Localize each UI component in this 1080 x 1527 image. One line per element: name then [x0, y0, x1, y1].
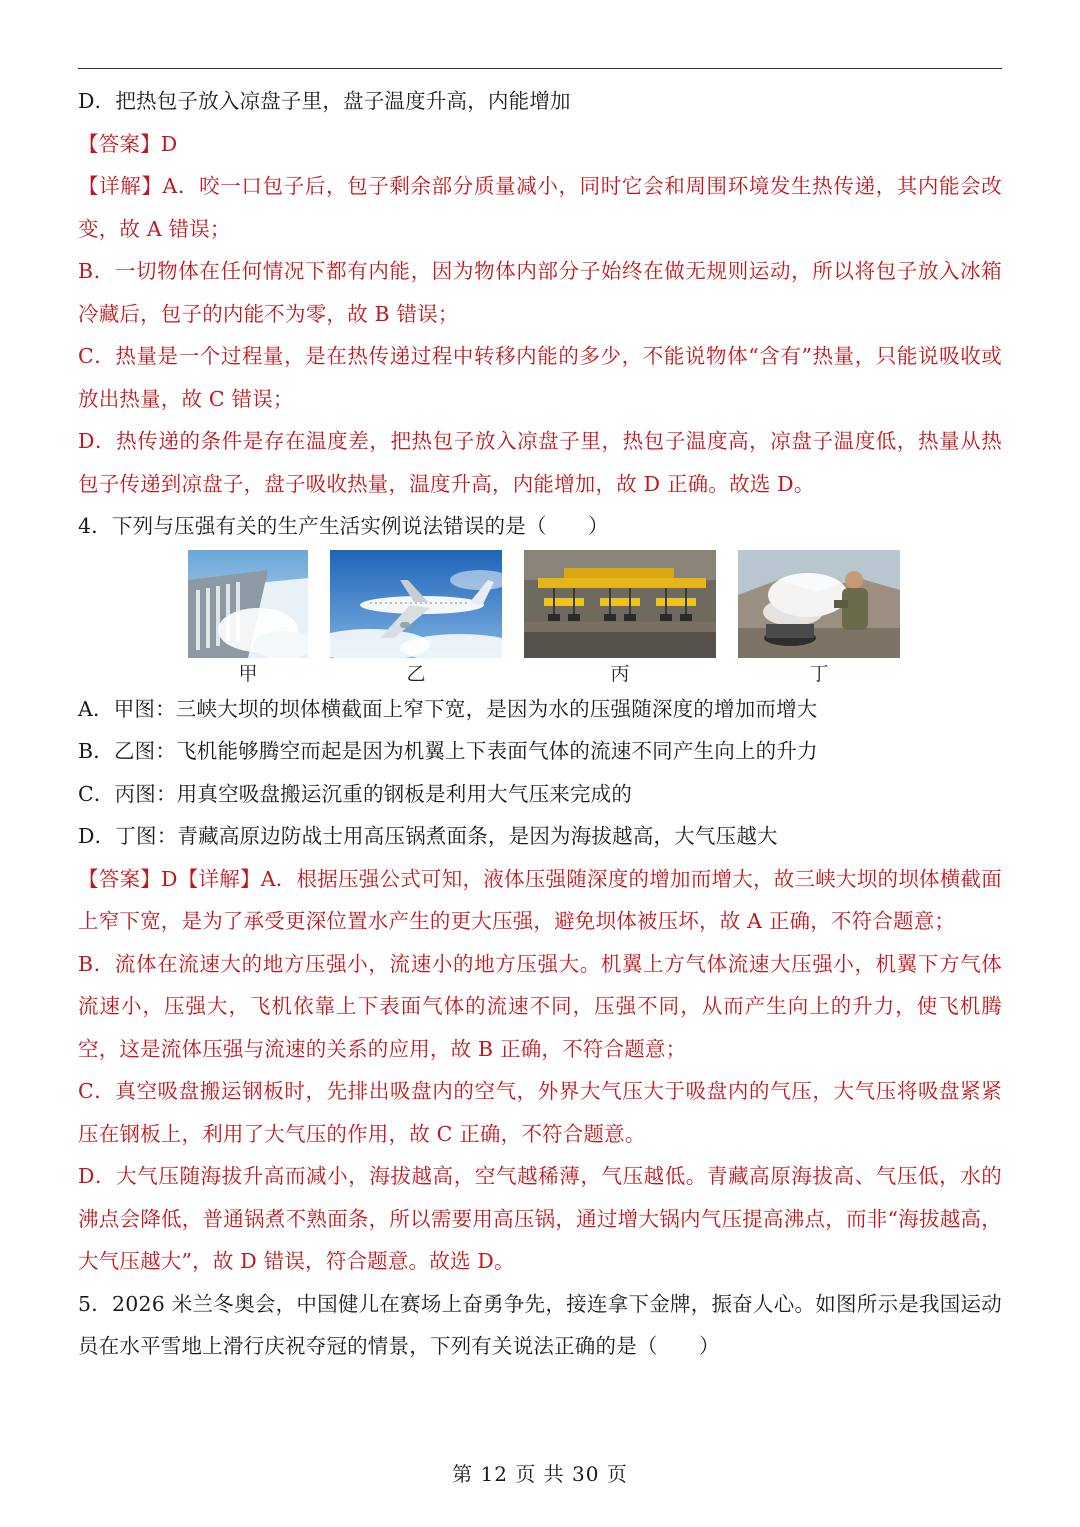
caption-bing: 丙: [610, 662, 630, 685]
q4-detail-c: C．真空吸盘搬运钢板时，先排出吸盘内的空气，外界大气压大于吸盘内的气压，大气压将吸盘紧紧压在钢板上，利用了大气压的作用，故 C 正确，不符合题意。: [78, 1079, 1002, 1146]
vacuum-suction-image: [524, 550, 716, 658]
page-footer: 第 12 页 共 30 页: [452, 1462, 628, 1486]
q4-detail-d: D．大气压随海拔升高而减小，海拔越高，空气越稀薄，气压越低。青藏高原海拔高、气压低，水的沸点会降低，普通锅煮不熟面条，所以需要用高压锅，通过增大锅内气压提高沸点，而非“海拔越高，大气压越大”，故 D 错误，符合题意。故选 D。: [78, 1164, 1002, 1273]
q3-answer: 【答案】D: [78, 131, 178, 156]
pressure-cooker-image: [738, 550, 900, 658]
q3-detail-b: B．一切物体在任何情况下都有内能，因为物体内部分子始终在做无规则运动，所以将包子放入冰箱冷藏后，包子的内能不为零，故 B 错误；: [78, 259, 1002, 326]
q3-detail-a: 【详解】A．咬一口包子后，包子剩余部分质量减小，同时它会和周围环境发生热传递，其内能会改变，故 A 错误；: [78, 174, 1002, 241]
figure-jia: [188, 550, 308, 688]
airplane-image: [330, 550, 502, 658]
caption-ding: 丁: [809, 662, 829, 685]
page-content: [78, 80, 1002, 1368]
q3-detail-c: C．热量是一个过程量，是在热传递过程中转移内能的多少，不能说物体“含有”热量，只能说吸收或放出热量，故 C 错误；: [78, 344, 1002, 411]
q4-option-b: B．乙图：飞机能够腾空而起是因为机翼上下表面气体的流速不同产生向上的升力: [78, 739, 818, 763]
caption-jia: 甲: [238, 662, 258, 685]
caption-yi: 乙: [406, 662, 426, 685]
q3-detail-d: D．热传递的条件是存在温度差，把热包子放入凉盘子里，热包子温度高，凉盘子温度低，热量从热包子传递到凉盘子，盘子吸收热量，温度升高，内能增加，故 D 正确。故选 D。: [78, 429, 1002, 496]
figure-ding: [738, 550, 900, 688]
q3-option-d: D．把热包子放入凉盘子里，盘子温度升高，内能增加: [78, 89, 571, 113]
figure-yi: [330, 550, 502, 688]
dam-image: [188, 550, 308, 658]
q5-stem: 5．2026 米兰冬奥会，中国健儿在赛场上奋勇争先，接连拿下金牌，振奋人心。如图所示是我国运动员在水平雪地上滑行庆祝夺冠的情景，下列有关说法正确的是（ ）: [78, 1291, 1002, 1358]
q4-option-c: C．丙图：用真空吸盘搬运沉重的钢板是利用大气压来完成的: [78, 781, 633, 806]
q4-stem: 4．下列与压强有关的生产生活实例说法错误的是（ ）: [78, 514, 609, 538]
figure-bing: [524, 550, 716, 688]
q4-option-d: D．丁图：青藏高原边防战士用高压锅煮面条，是因为海拔越高，大气压越大: [78, 824, 778, 848]
q4-option-a: A．甲图：三峡大坝的坝体横截面上窄下宽，是因为水的压强随深度的增加而增大: [78, 696, 818, 721]
q4-figure-row: [188, 550, 1002, 688]
q4-detail-a: 【答案】D【详解】A．根据压强公式可知，液体压强随深度的增加而增大，故三峡大坝的坝体横截面上窄下宽，是为了承受更深位置水产生的更大压强，避免坝体被压坏，故 A 正确，不符合题意；: [78, 866, 1002, 933]
q4-detail-b: B．流体在流速大的地方压强小，流速小的地方压强大。机翼上方气体流速大压强小，机翼下方气体流速小，压强大，飞机依靠上下表面气体的流速不同，压强不同，从而产生向上的升力，使飞机腾空，这是流体压强与流速的关系的应用，故 B 正确，不符合题意；: [78, 951, 1002, 1061]
header-rule: [78, 68, 1002, 69]
